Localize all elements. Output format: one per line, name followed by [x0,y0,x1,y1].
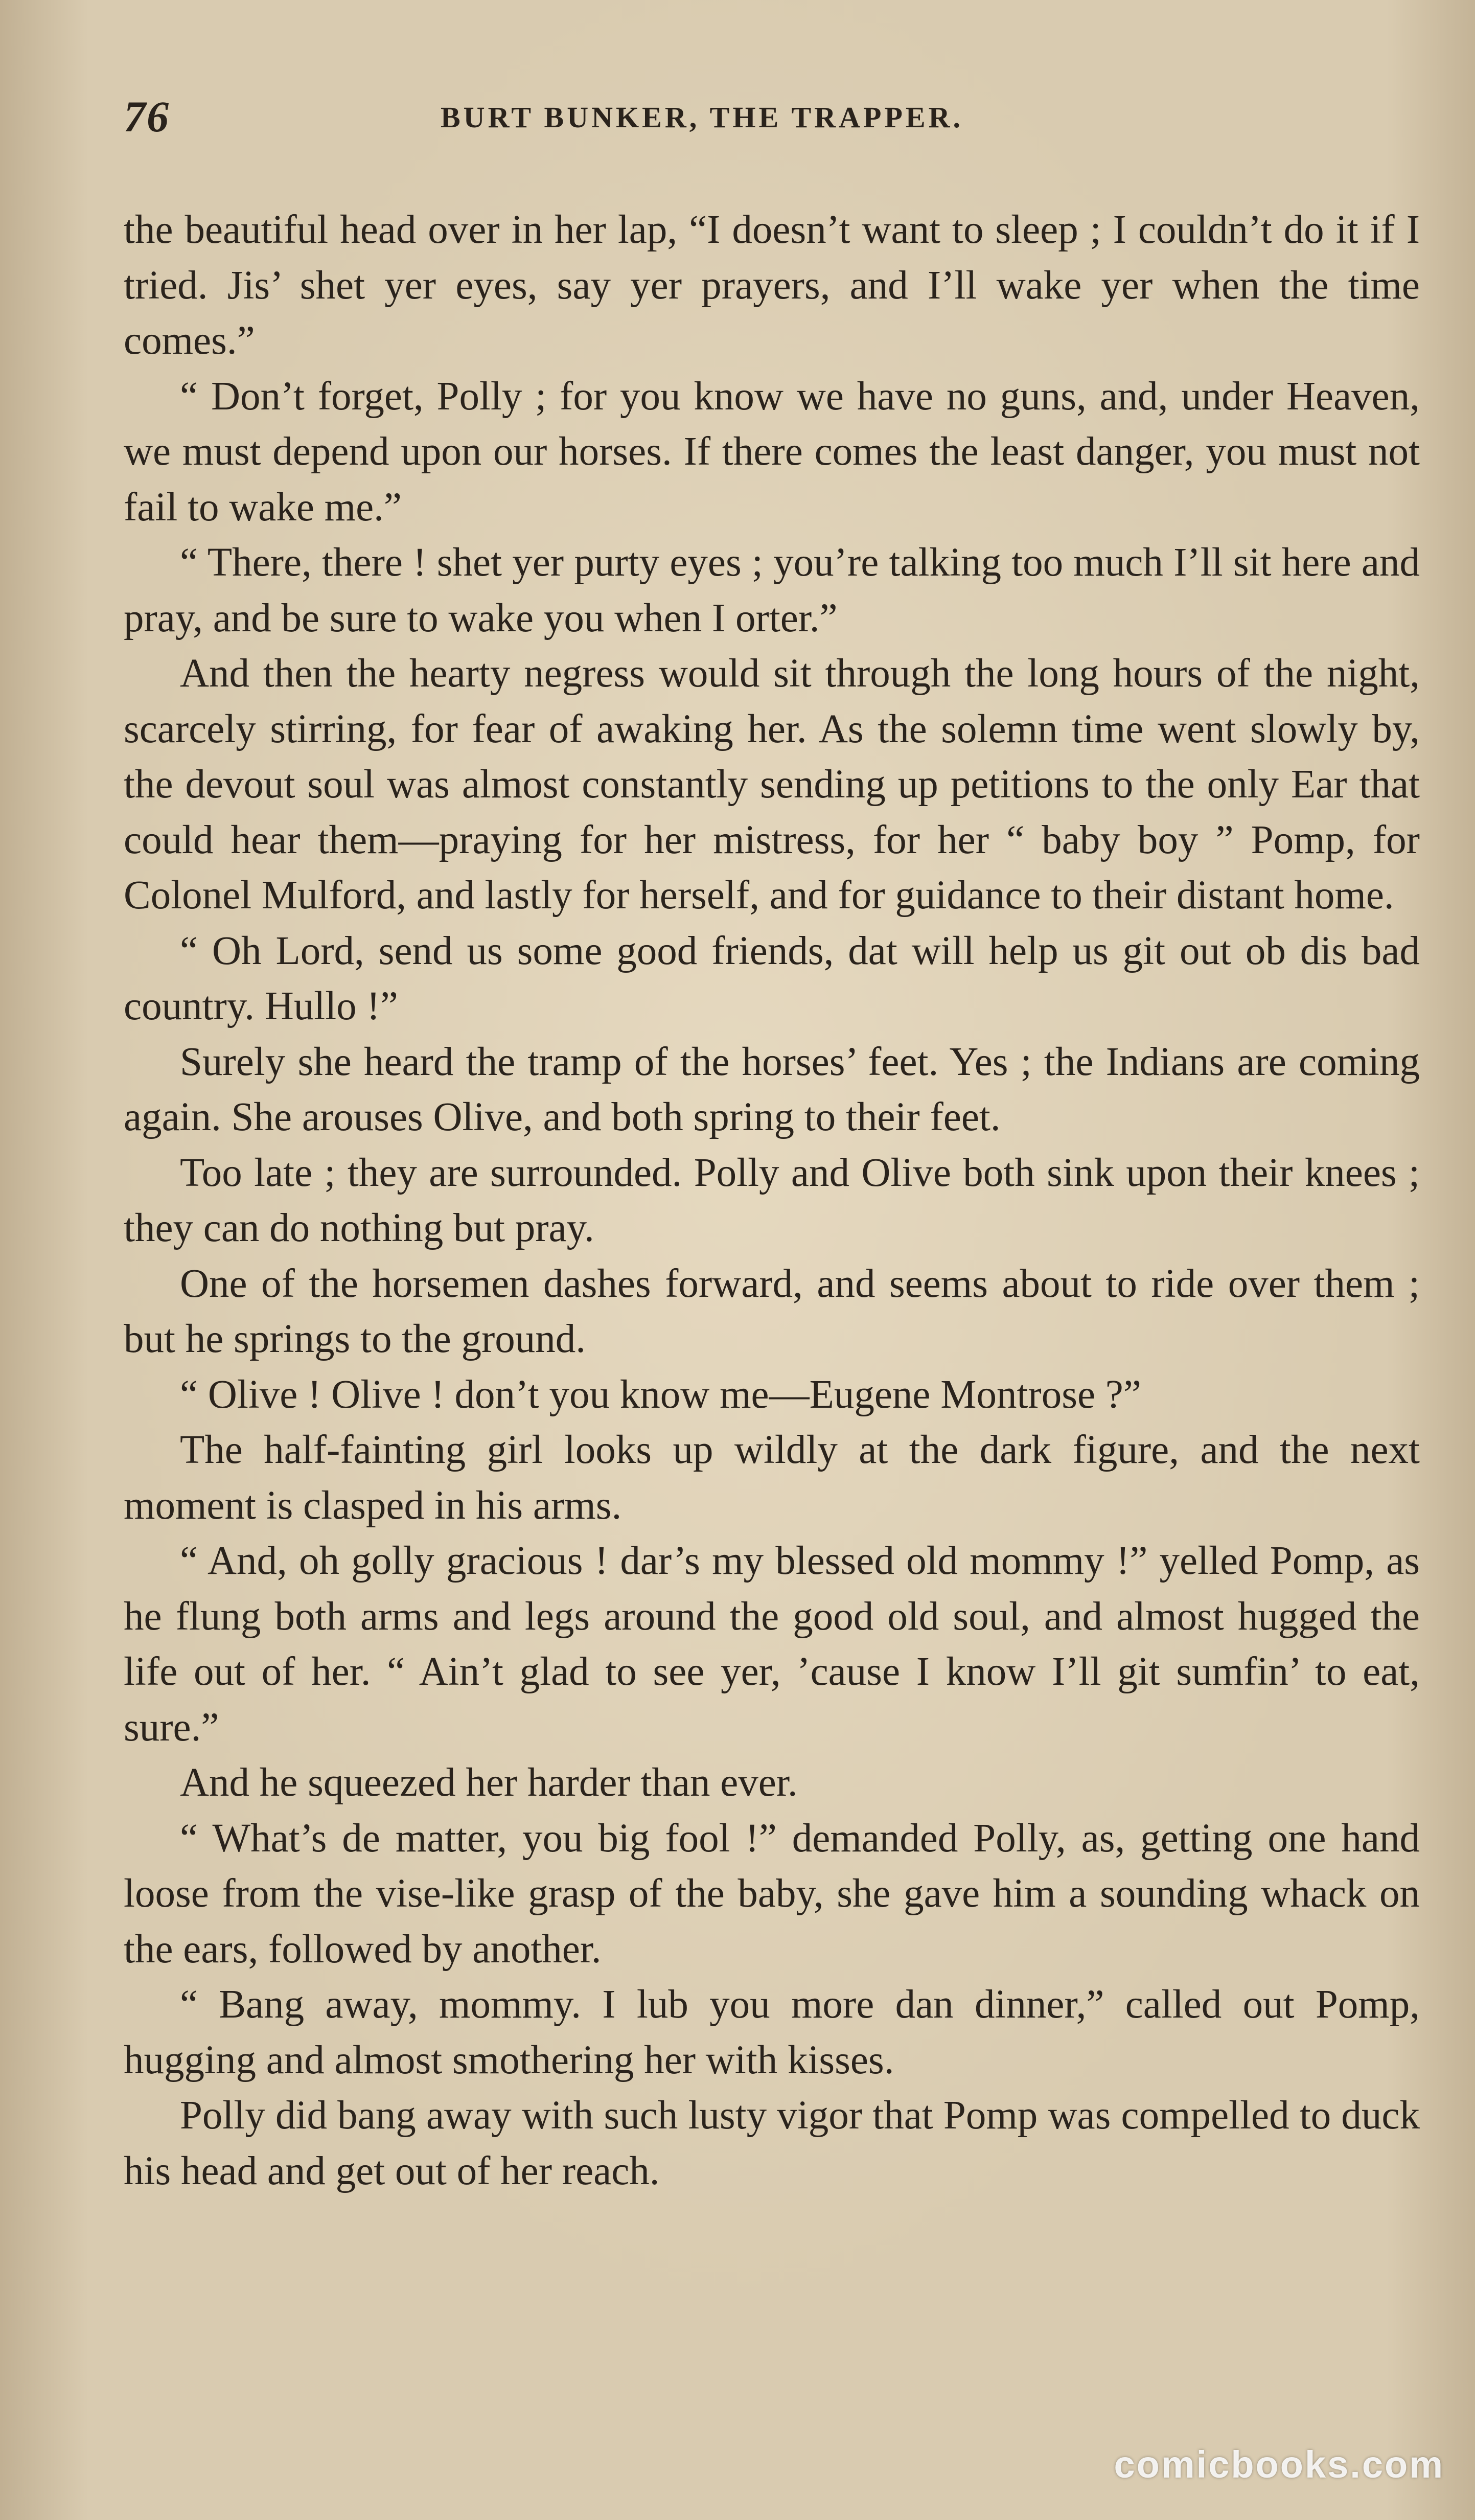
paragraph: One of the horsemen dashes forward, and seems about to ride over them ; but he springs to the ground. [124,1261,1420,1361]
body-text [124,202,1420,2199]
paragraph: “ Olive ! Olive ! don’t you know me—Eugene Montrose ?” [180,1372,1141,1417]
paragraph: “ Don’t forget, Polly ; for you know we have no guns, and, under Heaven, we must depend upon our horses. If there comes the least danger, you must not fail to wake me.” [124,374,1420,530]
paragraph: Polly did bang away with such lusty vigor that Pomp was compelled to duck his head and get out of her reach. [124,2093,1420,2193]
paragraph: the beautiful head over in her lap, “I doesn’t want to sleep ; I couldn’t do it if I tried. Jis’ shet yer eyes, say yer prayers, and I’ll wake yer when the time comes.” [124,208,1420,363]
page-header [124,91,1412,152]
paragraph: “ Bang away, mommy. I lub you more dan dinner,” called out Pomp, hugging and almost smothering her with kisses. [124,1982,1420,2082]
paragraph: Too late ; they are surrounded. Polly and Olive both sink upon their knees ; they can do nothing but pray. [124,1150,1420,1250]
paragraph: The half-fainting girl looks up wildly at the dark figure, and the next moment is clasped in his arms. [124,1428,1420,1528]
running-title: BURT BUNKER, THE TRAPPER. [441,101,963,134]
paragraph: And he squeezed her harder than ever. [180,1760,798,1805]
page-number: 76 [124,92,170,141]
paragraph: “ And, oh golly gracious ! dar’s my blessed old mommy !” yelled Pomp, as he flung both arms and legs around the good old soul, and almost hugged the life out of her. “ Ain’t glad to see yer, ’cause I know I’ll git sumfin’ to eat, sure.” [124,1539,1420,1750]
paragraph: “ What’s de matter, you big fool !” demanded Polly, as, getting one hand loose from the vise-like grasp of the baby, she gave him a sounding whack on the ears, followed by another. [124,1816,1420,1972]
paragraph: “ Oh Lord, send us some good friends, dat will help us git out ob dis bad country. Hullo !” [124,928,1420,1028]
paragraph: Surely she heard the tramp of the horses’ feet. Yes ; the Indians are coming again. She arouses Olive, and both spring to their feet. [124,1039,1420,1139]
watermark: comicbooks.com [1114,2443,1444,2486]
paragraph: And then the hearty negress would sit through the long hours of the night, scarcely stirring, for fear of awaking her. As the solemn time went slowly by, the devout soul was almost constantly sending up petitions to the only Ear that could hear them—praying for her mistress, for her “ baby boy ” Pomp, for Colonel Mulford, and lastly for herself, and for guidance to their distant home. [124,651,1420,918]
paragraph: “ There, there ! shet yer purty eyes ; you’re talking too much I’ll sit here and pray, and be sure to wake you when I orter.” [124,540,1420,640]
